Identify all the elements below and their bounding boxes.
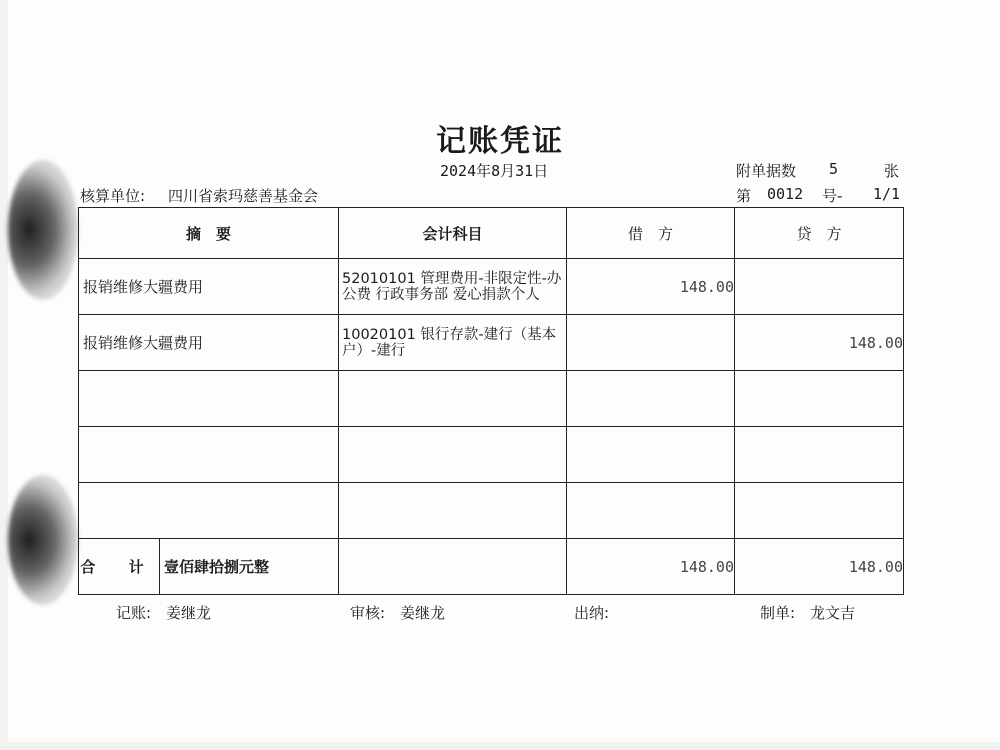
cashier-signature: 出纳: bbox=[574, 604, 610, 622]
attachments-unit: 张 bbox=[884, 162, 900, 180]
row-debit: 148.00 bbox=[567, 259, 735, 315]
row-debit bbox=[567, 371, 735, 427]
row-debit bbox=[567, 315, 735, 371]
row-summary: 报销维修大疆费用 bbox=[79, 259, 339, 315]
total-row bbox=[79, 539, 904, 595]
preparer-signature: 制单: 龙文吉 bbox=[760, 604, 856, 622]
total-cell bbox=[79, 539, 339, 595]
row-summary bbox=[79, 427, 339, 483]
total-debit: 148.00 bbox=[567, 539, 735, 595]
scan-smudge bbox=[8, 475, 78, 605]
row-credit bbox=[735, 371, 904, 427]
table-row bbox=[79, 259, 904, 315]
row-credit bbox=[735, 483, 904, 539]
unit-name: 四川省索玛慈善基金会 bbox=[168, 187, 319, 205]
bookkeeper-signature: 记账: 姜继龙 bbox=[116, 604, 212, 622]
voucher-date: 2024年8月31日 bbox=[440, 162, 549, 180]
row-summary bbox=[79, 371, 339, 427]
row-subject: 52010101 管理费用-非限定性-办公费 行政事务部 爱心捐款个人 bbox=[339, 259, 567, 315]
table-row bbox=[79, 427, 904, 483]
row-summary: 报销维修大疆费用 bbox=[79, 315, 339, 371]
table-header-row bbox=[79, 208, 904, 259]
total-credit: 148.00 bbox=[735, 539, 904, 595]
row-debit bbox=[567, 483, 735, 539]
table-row bbox=[79, 483, 904, 539]
voucher-table bbox=[78, 207, 904, 595]
table-row bbox=[79, 315, 904, 371]
voucher-no-prefix: 第 bbox=[736, 187, 752, 205]
row-credit: 148.00 bbox=[735, 315, 904, 371]
row-credit bbox=[735, 259, 904, 315]
total-amount-words: 壹佰肆拾捌元整 bbox=[164, 558, 270, 576]
voucher-title: 记账凭证 bbox=[436, 124, 564, 159]
voucher-number: 0012 bbox=[767, 185, 804, 203]
row-subject: 10020101 银行存款-建行（基本户）-建行 bbox=[339, 315, 567, 371]
total-blank bbox=[339, 539, 567, 595]
header-subject: 会计科目 bbox=[339, 208, 567, 259]
voucher-no-suffix: 号- bbox=[822, 187, 843, 205]
scan-smudge bbox=[8, 160, 78, 300]
total-label: 合 计 bbox=[79, 539, 160, 594]
row-summary bbox=[79, 483, 339, 539]
voucher-page: 1/1 bbox=[873, 185, 901, 203]
row-subject bbox=[339, 427, 567, 483]
unit-label: 核算单位: bbox=[80, 187, 146, 205]
reviewer-signature: 审核: 姜继龙 bbox=[350, 604, 446, 622]
row-subject bbox=[339, 371, 567, 427]
row-debit bbox=[567, 427, 735, 483]
row-subject bbox=[339, 483, 567, 539]
table-row bbox=[79, 371, 904, 427]
row-credit bbox=[735, 427, 904, 483]
attachments-label: 附单据数 bbox=[736, 162, 797, 180]
header-debit: 借 方 bbox=[567, 208, 735, 259]
header-summary: 摘 要 bbox=[79, 208, 339, 259]
header-credit: 贷 方 bbox=[735, 208, 904, 259]
attachments-count: 5 bbox=[829, 160, 839, 178]
